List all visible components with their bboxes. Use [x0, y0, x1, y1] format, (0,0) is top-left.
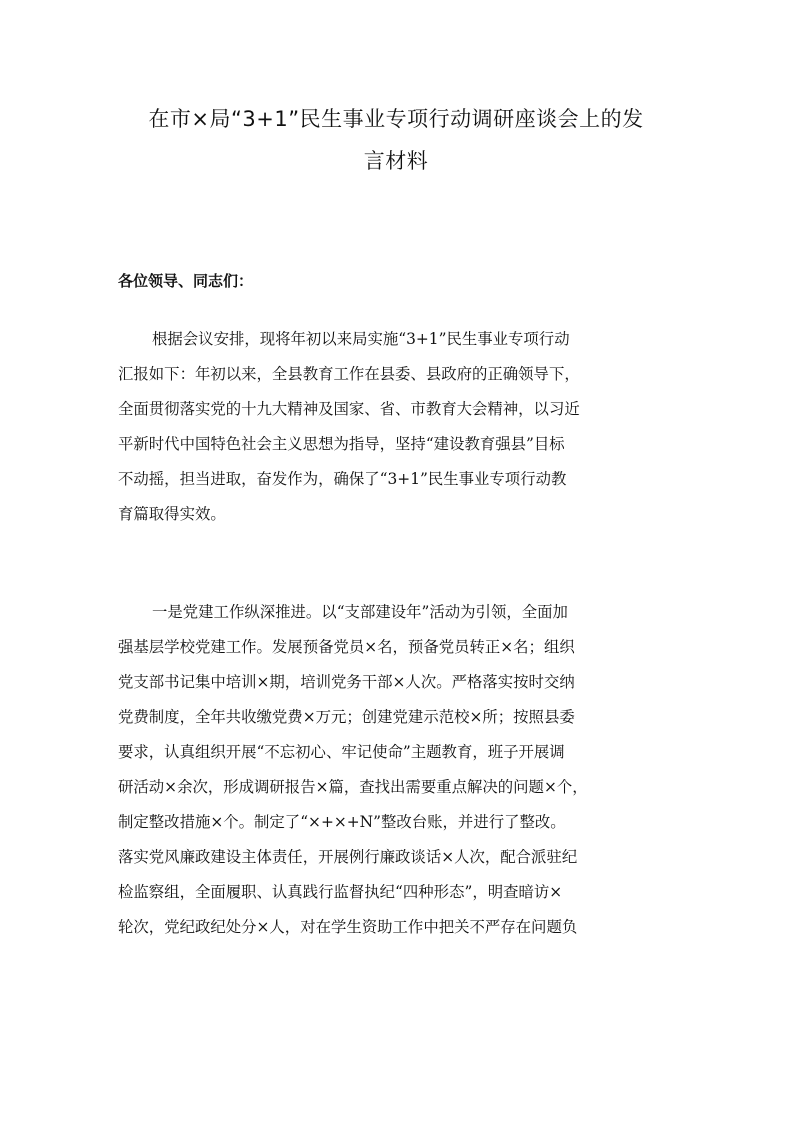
page-title: [110, 98, 682, 182]
salutation: 各位领导、同志们：: [118, 272, 254, 290]
paragraph-line: 根据会议安排，现将年初以来局实施“3+1”民生事业专项行动: [152, 330, 570, 348]
paragraph-line: 党费制度，全年共收缴党费×万元；创建党建示范校×所；按照县委: [118, 708, 575, 726]
paragraph-party-building: [118, 595, 680, 945]
paragraph-intro: [118, 322, 680, 532]
paragraph-line: 一是党建工作纵深推进。以“支部建设年”活动为引领，全面加: [152, 603, 568, 621]
paragraph-line: 研活动×余次，形成调研报告×篇，查找出需要重点解决的问题×个，: [118, 778, 588, 796]
paragraph-line: 党支部书记集中培训×期，培训党务干部×人次。严格落实按时交纳: [118, 673, 575, 691]
paragraph-line: 检监察组，全面履职、认真践行监督执纪“四种形态”，明查暗访×: [118, 883, 563, 901]
paragraph-line: 轮次，党纪政纪处分×人，对在学生资助工作中把关不严存在问题负: [118, 918, 578, 936]
paragraph-line: 育篇取得实效。: [118, 505, 226, 523]
paragraph-line: 强基层学校党建工作。发展预备党员×名，预备党员转正×名；组织: [118, 638, 575, 656]
paragraph-line: 落实党风廉政建设主体责任，开展例行廉政谈话×人次，配合派驻纪: [118, 848, 578, 866]
paragraph-line: 制定整改措施×个。制定了“×+×+N”整改台账，并进行了整改。: [118, 813, 566, 831]
paragraph-line: 汇报如下：年初以来，全县教育工作在县委、县政府的正确领导下，: [118, 365, 580, 383]
paragraph-line: 不动摇，担当进取，奋发作为，确保了“3+1”民生事业专项行动教: [118, 470, 567, 488]
title-line-2: 言材料: [363, 149, 429, 173]
title-line-1: 在市×局“3+1”民生事业专项行动调研座谈会上的发: [148, 107, 644, 131]
paragraph-line: 平新时代中国特色社会主义思想为指导，坚持“建设教育强县”目标: [118, 435, 565, 453]
paragraph-line: 要求，认真组织开展“不忘初心、牢记使命”主题教育，班子开展调: [118, 743, 565, 761]
paragraph-line: 全面贯彻落实党的十九大精神及国家、省、市教育大会精神，以习近: [118, 400, 580, 418]
